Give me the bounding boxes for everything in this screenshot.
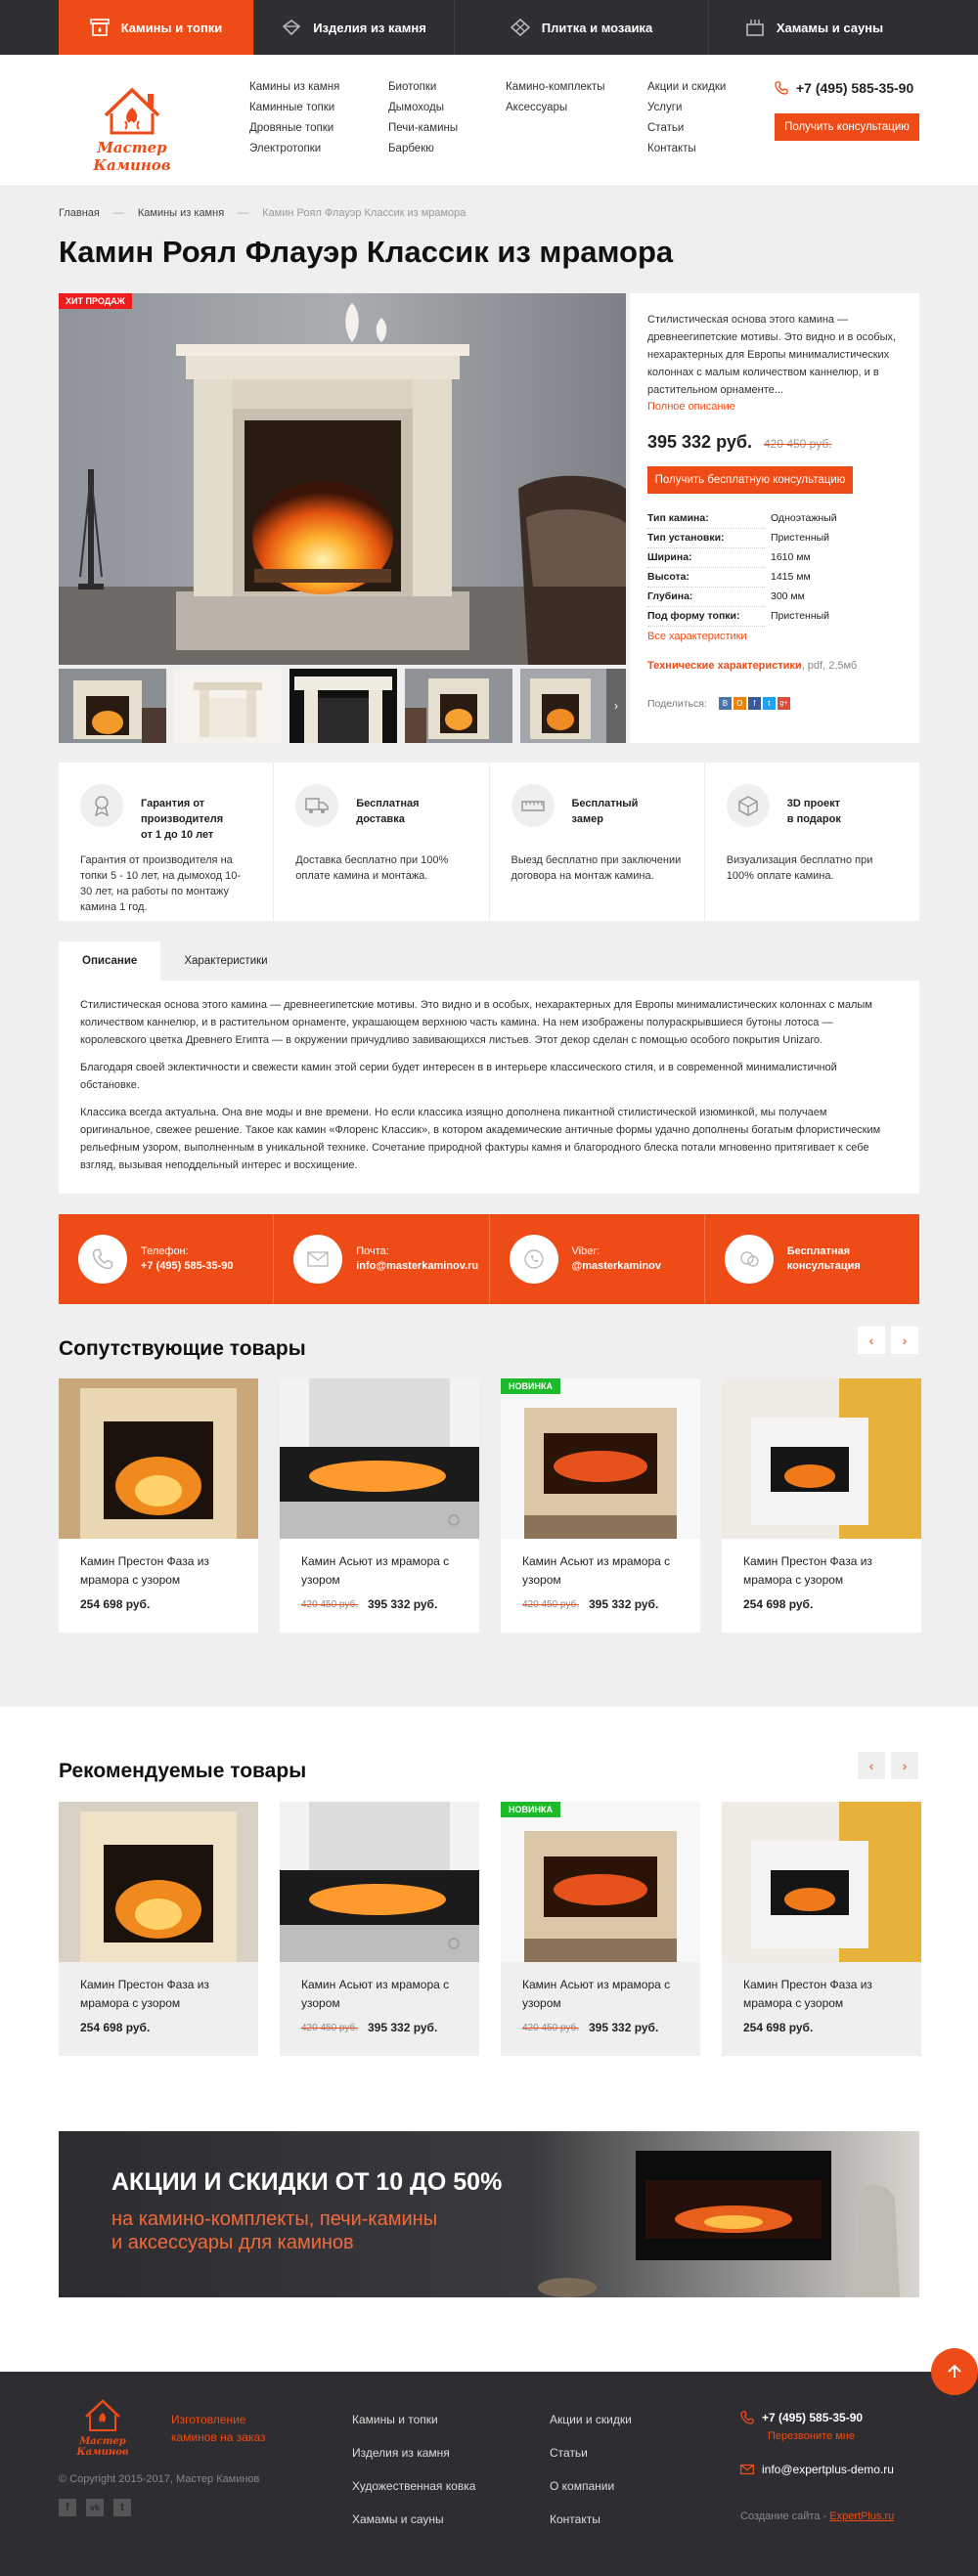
prev-arrow-icon[interactable]: ‹: [858, 1752, 885, 1779]
footer-tagline: Изготовление каминов на заказ: [171, 2413, 266, 2444]
feature-text: Гарантия от производителя на топки 5 - 10 лет, на дымоход 10-30 лет, на работы по монтажу камина 1 год.: [80, 854, 242, 913]
spec-row: [647, 607, 902, 627]
next-arrow-icon[interactable]: ›: [891, 1752, 918, 1779]
spec-value: Пристенный: [771, 610, 830, 622]
product-card-old-price: 420 450 руб.: [522, 2022, 579, 2033]
viber-icon: [510, 1235, 558, 1284]
page-title: Камин Роял Флауэр Классик из мрамора: [59, 235, 674, 269]
menu-link[interactable]: Дымоходы: [388, 102, 444, 113]
menu-link[interactable]: Контакты: [647, 143, 696, 154]
product-info-panel: [630, 293, 919, 743]
breadcrumb-section[interactable]: Камины из камня: [137, 207, 225, 219]
product-card[interactable]: [501, 1378, 700, 1633]
product-main-image[interactable]: [59, 293, 626, 665]
thumbnail-strip: [59, 669, 626, 743]
feature-title: Гарантия от производителя: [141, 798, 224, 825]
thumbnail[interactable]: [405, 669, 512, 743]
footer-link[interactable]: Хамамы и сауны: [352, 2512, 444, 2526]
related-title: Сопутствующие товары: [59, 1337, 306, 1360]
footer-col-1: [352, 2413, 475, 2526]
breadcrumb-home[interactable]: Главная: [59, 207, 100, 219]
contact-value: +7 (495) 585-35-90: [141, 1260, 234, 1272]
all-specs-link[interactable]: Все характеристики: [647, 631, 747, 642]
footer-link[interactable]: Контакты: [550, 2512, 600, 2526]
footer-credit: [740, 2511, 894, 2522]
breadcrumb-separator: —: [112, 207, 124, 219]
phone-icon: [775, 81, 788, 95]
site-footer: [0, 2372, 978, 2576]
menu-link[interactable]: Барбекю: [388, 143, 434, 154]
recommended-arrows: [858, 1752, 918, 1779]
feature-delivery: [274, 763, 489, 921]
spec-value: Одноэтажный: [771, 512, 837, 524]
short-description: Стилистическая основа этого камина — древнеегипетские мотивы. Это видно и в особых, нехарактерных для Европы минималистических колоннах с малым количеством каннелюр, и в растительном орнаменте...: [647, 314, 897, 396]
product-card-price: 395 332 руб.: [368, 2021, 438, 2034]
feature-title: Бесплатная: [356, 798, 420, 809]
thumbnail[interactable]: [289, 669, 397, 743]
feature-text: Визуализация бесплатно при 100% оплате камина.: [726, 854, 873, 882]
spec-key: Глубина:: [647, 588, 765, 607]
ruler-icon: [511, 784, 555, 827]
header-menu-col-1: [249, 80, 339, 155]
thumbnail-next-arrow[interactable]: ›: [606, 669, 626, 743]
recommended-title: Рекомендуемые товары: [59, 1760, 307, 1782]
top-nav: [0, 0, 978, 55]
spec-key: Тип камина:: [647, 509, 765, 529]
menu-link[interactable]: Печи-камины: [388, 122, 459, 134]
spec-row: [647, 509, 902, 529]
product-card-name: Камин Асьют из мрамора с узором: [522, 1978, 671, 2010]
contact-label: Почта:: [356, 1245, 389, 1257]
product-card-name: Камин Престон Фаза из мрамора с узором: [80, 1978, 209, 2010]
contact-value: Бесплатная: [786, 1245, 851, 1257]
logo-text: Мастер Каминов: [93, 139, 171, 174]
menu-link[interactable]: Аксессуары: [506, 102, 568, 113]
spec-value: 1415 мм: [771, 571, 811, 583]
footer-phone[interactable]: [740, 2411, 863, 2424]
share-label: Поделиться:: [647, 697, 707, 710]
facebook-icon[interactable]: f: [59, 2499, 76, 2516]
vk-share-icon[interactable]: В: [719, 697, 732, 710]
footer-link[interactable]: Художественная ковка: [352, 2479, 476, 2493]
header-menu-col-2: [388, 80, 458, 155]
description-paragraph: Классика всегда актуальна. Она вне моды и вне времени. Но если классика изящно дополнена пикантной стилистической изюминкой, мы получаем оригинальное, свежее решение. Такое как камин «Флоренс Классик», в котором академические античные формы удачно дополнены богатым флористическим рельефным узором, выполненным в уникальной технике. Сочетание природной фактуры камня и благородного блеска потали мгновенно притягивает к себе взгляд, вызывая неподдельный интерес и восхищение.: [80, 1107, 881, 1171]
hit-badge: ХИТ ПРОДАЖ: [59, 293, 132, 309]
contact-phone[interactable]: [59, 1214, 274, 1304]
feature-measure: [490, 763, 705, 921]
top-tab-label: Плитка и мозаика: [541, 20, 653, 35]
product-card-price: 395 332 руб.: [589, 1597, 659, 1611]
stone-icon: [282, 19, 301, 36]
top-tab-label: Изделия из камня: [313, 20, 426, 35]
header-phone[interactable]: [775, 80, 913, 96]
spec-key: Высота:: [647, 568, 765, 588]
spec-value: 1610 мм: [771, 551, 811, 563]
header-menu-col-3: [506, 80, 605, 114]
product-card-name: Камин Престон Фаза из мрамора с узором: [743, 1554, 872, 1587]
spec-value: Пристенный: [771, 532, 830, 544]
product-card-price: 395 332 руб.: [589, 2021, 659, 2034]
medal-icon: [80, 784, 123, 827]
product-card-old-price: 420 450 руб.: [522, 1598, 579, 1610]
footer-link[interactable]: Изделия из камня: [352, 2446, 450, 2460]
footer-logo-text: Мастер Каминов: [76, 2436, 129, 2458]
footer-link[interactable]: Акции и скидки: [550, 2413, 632, 2426]
menu-link[interactable]: Статьи: [647, 122, 685, 134]
description-paragraph: Стилистическая основа этого камина — древнеегипетские мотивы. Это видно и в особых, нехарактерных для Европы минималистических колоннах с малым количеством каннелюр, и в растительном орнаменте, украшающем верхнюю часть камина. На нем изображены полураскрывшиеся бутоны лотоса — королевского цветка Древнего Египта — в окружении причудливо завивающихся листьев. Этот декор сделан с помощью особого покрытия Unizaro.: [80, 999, 872, 1046]
header-consult-button[interactable]: Получить консультацию: [775, 113, 919, 141]
product-card-name: Камин Асьют из мрамора с узором: [301, 1978, 450, 2010]
feature-warranty: [59, 763, 274, 921]
spec-row: [647, 568, 902, 588]
vk-icon[interactable]: vk: [86, 2499, 104, 2516]
footer-email[interactable]: [740, 2463, 894, 2476]
breadcrumb-separator: —: [238, 207, 249, 219]
top-tab-tiles[interactable]: [455, 0, 709, 55]
breadcrumb: [59, 207, 466, 219]
top-tab-label: Камины и топки: [120, 20, 223, 35]
tab-description[interactable]: Описание: [59, 941, 160, 981]
free-consult-button[interactable]: Получить бесплатную консультацию: [647, 466, 853, 494]
product-card-price: 254 698 руб.: [743, 2021, 814, 2034]
product-card-old-price: 420 450 руб.: [301, 2022, 358, 2033]
promo-title: АКЦИИ И СКИДКИ ОТ 10 ДО 50%: [111, 2168, 503, 2196]
spec-row: [647, 529, 902, 548]
scroll-top-button[interactable]: [931, 2348, 978, 2395]
spec-key: Под форму топки:: [647, 607, 765, 627]
promo-banner[interactable]: [59, 2131, 919, 2297]
feature-subtitle: от 1 до 10 лет: [141, 829, 214, 841]
spec-key: Тип установки:: [647, 529, 765, 548]
product-card-name: Камин Престон Фаза из мрамора с узором: [80, 1554, 209, 1587]
recommended-products: [59, 1802, 919, 2058]
spec-row: [647, 588, 902, 607]
phone-icon: [78, 1235, 127, 1284]
contact-label: Телефон:: [141, 1245, 189, 1257]
logo[interactable]: [59, 74, 205, 174]
thumbnail[interactable]: [174, 669, 282, 743]
share-row: [647, 697, 902, 710]
old-price: 420 450 руб.: [763, 437, 832, 451]
feature-subtitle: в подарок: [786, 813, 841, 825]
header-phone-text: +7 (495) 585-35-90: [796, 80, 914, 96]
promo-line: на камино-комплекты, печи-камины: [111, 2208, 438, 2230]
footer-col-2: [550, 2413, 632, 2526]
spec-key: Ширина:: [647, 548, 765, 568]
contact-email[interactable]: [274, 1214, 489, 1304]
product-card-price: 254 698 руб.: [80, 2021, 151, 2034]
contact-value: консультация: [786, 1260, 861, 1272]
tech-specs-row: [647, 660, 902, 672]
specs-list: [647, 509, 902, 627]
description-paragraph: Благодаря своей эклектичности и свежести камин этой серии будет интересен в в интерьере классического стиля, и в современной минималистичной обстановке.: [80, 1062, 837, 1091]
feature-title: 3D проект: [786, 798, 840, 809]
feature-3d: [705, 763, 919, 921]
logo-house-icon: [59, 2393, 147, 2442]
product-card[interactable]: [501, 1802, 700, 2056]
footer-socials: [59, 2499, 131, 2516]
credit-link[interactable]: ExpertPlus.ru: [829, 2511, 895, 2522]
mail-icon: [293, 1235, 342, 1284]
twitter-share-icon[interactable]: t: [763, 697, 776, 710]
feature-title: Бесплатный: [571, 798, 639, 809]
product-card[interactable]: [722, 1378, 921, 1633]
contact-label: Viber:: [571, 1245, 600, 1257]
feature-subtitle: доставка: [356, 813, 405, 825]
product-card[interactable]: [59, 1802, 258, 2056]
tech-specs-link[interactable]: Технические характеристики: [647, 660, 802, 672]
features-row: [59, 763, 919, 921]
contact-value: @masterkaminov: [571, 1260, 661, 1272]
footer-link[interactable]: Статьи: [550, 2446, 588, 2460]
contact-free-consult[interactable]: [705, 1214, 919, 1304]
price: 395 332 руб.: [647, 432, 752, 452]
tab-specs[interactable]: Характеристики: [184, 955, 268, 967]
new-badge: НОВИНКА: [501, 1378, 560, 1394]
product-card-price: 254 698 руб.: [80, 1597, 151, 1611]
promo-line: и аксессуары для каминов: [111, 2232, 354, 2253]
contact-bar: [59, 1214, 919, 1304]
description-panel: [59, 981, 919, 1194]
full-description-link[interactable]: Полное описание: [647, 401, 735, 413]
ok-share-icon[interactable]: О: [734, 697, 746, 710]
menu-link[interactable]: Камины из камня: [249, 81, 340, 93]
breadcrumb-current: Камин Роял Флауэр Классик из мрамора: [262, 207, 467, 219]
menu-link[interactable]: Услуги: [647, 102, 683, 113]
product-card-name: Камин Асьют из мрамора с узором: [522, 1554, 671, 1587]
site-header: [0, 55, 978, 187]
top-tab-saunas[interactable]: [709, 0, 919, 55]
spec-row: [647, 548, 902, 568]
footer-phone-text: +7 (495) 585-35-90: [762, 2411, 864, 2424]
product-card-name: Камин Престон Фаза из мрамора с узором: [743, 1978, 872, 2010]
mail-icon: [740, 2464, 754, 2475]
footer-email-text: info@expertplus-demo.ru: [762, 2463, 894, 2476]
callback-link[interactable]: Перезвоните мне: [768, 2430, 855, 2442]
product-card[interactable]: [280, 1802, 479, 2056]
footer-copyright: © Copyright 2015-2017, Мастер Каминов: [59, 2473, 260, 2485]
cube-icon: [727, 784, 770, 827]
footer-link[interactable]: О компании: [550, 2479, 615, 2493]
top-tab-fireplaces[interactable]: [59, 0, 254, 55]
support-icon: [725, 1235, 774, 1284]
top-tab-label: Хамамы и сауны: [776, 20, 884, 35]
spec-value: 300 мм: [771, 590, 805, 602]
footer-link[interactable]: Камины и топки: [352, 2413, 438, 2426]
related-products: [59, 1378, 919, 1633]
prev-arrow-icon[interactable]: ‹: [858, 1327, 885, 1354]
feature-text: Выезд бесплатно при заключении договора на монтаж камина.: [511, 854, 682, 882]
product-card-old-price: 420 450 руб.: [301, 1598, 358, 1610]
sauna-icon: [745, 19, 765, 36]
related-arrows: [858, 1327, 918, 1354]
menu-link[interactable]: Каминные топки: [249, 102, 335, 113]
credit-label: Создание сайта -: [740, 2511, 830, 2522]
feature-subtitle: замер: [571, 813, 603, 825]
menu-link[interactable]: Биотопки: [388, 81, 437, 93]
menu-link[interactable]: Камино-комплекты: [506, 81, 605, 93]
twitter-icon[interactable]: t: [113, 2499, 131, 2516]
gplus-share-icon[interactable]: g+: [778, 697, 790, 710]
new-badge: НОВИНКА: [501, 1802, 560, 1817]
thumbnail[interactable]: [59, 669, 166, 743]
menu-link[interactable]: Электротопки: [249, 143, 322, 154]
feature-text: Доставка бесплатно при 100% оплате камина и монтажа.: [295, 854, 449, 882]
contact-value: info@masterkaminov.ru: [356, 1260, 479, 1272]
top-tab-stone[interactable]: [254, 0, 455, 55]
product-card-price: 254 698 руб.: [743, 1597, 814, 1611]
tech-specs-meta: , pdf, 2,5мб: [801, 660, 858, 672]
contact-viber[interactable]: [490, 1214, 705, 1304]
product-card[interactable]: [280, 1378, 479, 1633]
menu-link[interactable]: Акции и скидки: [647, 81, 727, 93]
product-card[interactable]: [722, 1802, 921, 2056]
next-arrow-icon[interactable]: ›: [891, 1327, 918, 1354]
product-card-name: Камин Асьют из мрамора с узором: [301, 1554, 450, 1587]
fireplace-icon: [90, 19, 110, 36]
arrow-up-icon: [946, 2363, 963, 2380]
facebook-share-icon[interactable]: f: [748, 697, 761, 710]
footer-logo[interactable]: [59, 2393, 147, 2462]
product-card-price: 395 332 руб.: [368, 1597, 438, 1611]
phone-icon: [740, 2411, 754, 2424]
header-menu-col-4: [647, 80, 726, 155]
product-card[interactable]: [59, 1378, 258, 1633]
truck-icon: [295, 784, 338, 827]
product-tabs: [59, 941, 291, 981]
tiles-icon: [511, 19, 530, 36]
menu-link[interactable]: Дровяные топки: [249, 122, 334, 134]
